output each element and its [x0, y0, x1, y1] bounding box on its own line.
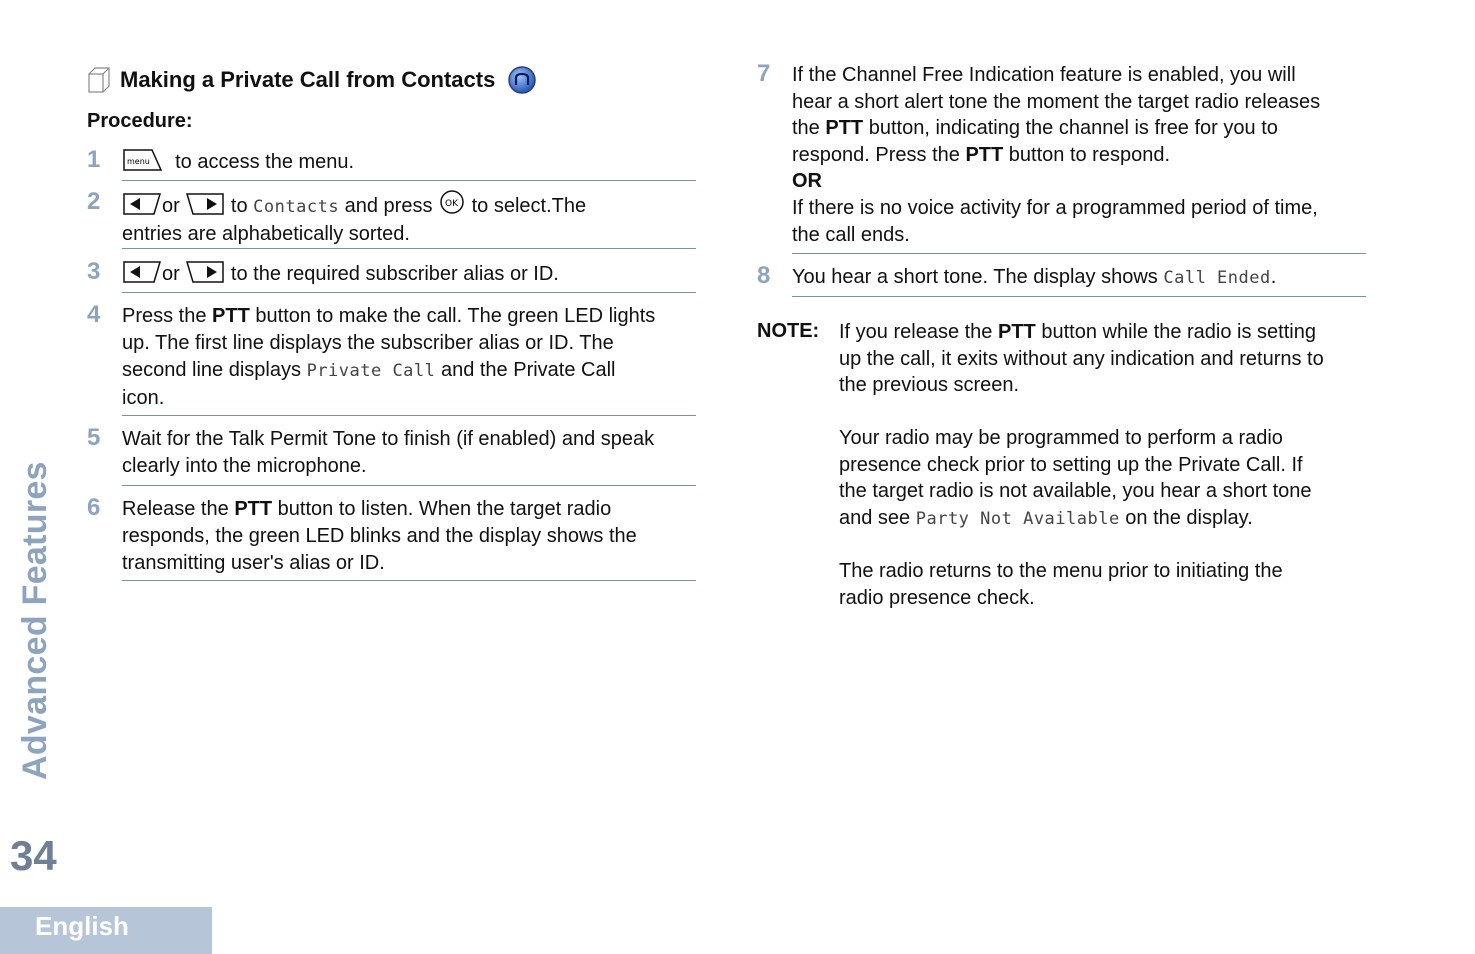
- step-text: the: [792, 117, 820, 140]
- step-number: 8: [757, 262, 771, 289]
- divider: [122, 580, 696, 581]
- language-tab: English: [0, 907, 212, 954]
- ok-key-icon: [438, 190, 466, 216]
- step-text: to access the menu.: [175, 151, 355, 173]
- step-text: respond. Press the: [792, 143, 960, 166]
- step-number: 7: [757, 60, 771, 87]
- note-text: the previous screen.: [839, 374, 1020, 396]
- divider: [122, 415, 696, 416]
- note-text: radio presence check.: [839, 586, 1035, 609]
- note-label: NOTE:: [757, 320, 820, 342]
- step-number: 4: [87, 301, 101, 328]
- note-text: presence check prior to setting up the Private Call. If: [839, 453, 1303, 476]
- step-text: If the Channel Free Indication feature is enabled, you will: [792, 64, 1296, 86]
- step-text: second line displays: [122, 359, 301, 381]
- step-text: hear a short alert tone the moment the target radio releases: [792, 90, 1321, 113]
- note-text: the target radio is not available, you hear a short tone: [839, 480, 1312, 502]
- page-number: 34: [10, 832, 57, 879]
- divider: [122, 292, 696, 293]
- left-arrow-key-icon: [122, 260, 162, 284]
- left-arrow-key-icon: [122, 192, 162, 216]
- step-text: Release the: [122, 498, 229, 520]
- note-paragraph: [839, 425, 1369, 532]
- step-text: entries are alphabetically sorted.: [122, 223, 410, 245]
- step-number: 6: [87, 494, 101, 521]
- and-press-text: and press: [344, 195, 433, 217]
- step-text: and the Private Call: [440, 359, 616, 381]
- to-text: to: [230, 195, 248, 217]
- ptt-label: PTT: [825, 117, 864, 140]
- section-title: Advanced Features: [16, 461, 54, 780]
- step-text: the call ends.: [792, 223, 910, 246]
- step-text: button to make the call. The green LED lights: [255, 305, 656, 327]
- or-text: or: [162, 195, 180, 217]
- section-heading: [87, 62, 537, 98]
- note-text: and see: [839, 506, 911, 529]
- divider: [122, 180, 696, 181]
- step-text: Press the: [122, 305, 207, 327]
- ptt-label: PTT: [234, 498, 273, 520]
- note-paragraph: [839, 558, 1369, 611]
- step-text: If there is no voice activity for a programmed period of time,: [792, 196, 1318, 219]
- step-number: 2: [87, 188, 101, 215]
- note-text: Your radio may be programmed to perform a radio: [839, 427, 1283, 449]
- heading-title: Making a Private Call from Contacts: [120, 67, 496, 92]
- procedure-label: Procedure:: [87, 110, 193, 132]
- note-paragraph: [839, 319, 1369, 399]
- menu-key-icon: [122, 148, 164, 172]
- note-text: If you release the: [839, 321, 993, 343]
- divider: [792, 253, 1366, 254]
- step-text: up. The first line displays the subscriber alias or ID. The: [122, 332, 614, 354]
- display-text: Call Ended: [1163, 268, 1271, 288]
- step-text: Wait for the Talk Permit Tone to finish (if enabled) and speak: [122, 428, 655, 450]
- or-label: OR: [792, 170, 822, 193]
- svg-text:menu: menu: [127, 157, 150, 166]
- ptt-label: PTT: [998, 321, 1036, 343]
- svg-text:OK: OK: [445, 199, 459, 209]
- step-text: clearly into the microphone.: [122, 455, 367, 477]
- step-number: 5: [87, 424, 101, 451]
- menu-item-text: Contacts: [253, 197, 340, 217]
- step-text: to the required subscriber alias or ID.: [230, 263, 559, 285]
- divider: [792, 296, 1366, 297]
- step-text: icon.: [122, 387, 165, 409]
- step-text: .: [1270, 266, 1277, 288]
- or-text: or: [162, 263, 180, 285]
- step-text: button to listen. When the target radio: [277, 498, 612, 520]
- step-text: responds, the green LED blinks and the display shows the: [122, 525, 637, 547]
- note-text: on the display.: [1125, 506, 1253, 529]
- step-text: to select.The: [471, 195, 587, 217]
- right-arrow-key-icon: [185, 192, 225, 216]
- step-text: transmitting user's alias or ID.: [122, 552, 385, 574]
- display-text: Private Call: [306, 361, 436, 381]
- step-text: You hear a short tone. The display shows: [792, 266, 1158, 288]
- divider: [122, 248, 696, 249]
- right-arrow-key-icon: [185, 260, 225, 284]
- step-text: button, indicating the channel is free for you to: [868, 117, 1278, 140]
- document-icon: [87, 66, 113, 94]
- note-text: The radio returns to the menu prior to initiating the: [839, 560, 1283, 582]
- ptt-label: PTT: [212, 305, 250, 327]
- divider: [122, 485, 696, 486]
- note-text: button while the radio is setting: [1041, 321, 1316, 343]
- feature-indicator-icon: [507, 65, 537, 95]
- display-text: Party Not Available: [915, 508, 1120, 529]
- step-number: 3: [87, 258, 101, 285]
- ptt-label: PTT: [965, 143, 1004, 166]
- step-text: button to respond.: [1008, 143, 1171, 166]
- note-text: up the call, it exits without any indication and returns to: [839, 347, 1324, 370]
- step-number: 1: [87, 146, 101, 173]
